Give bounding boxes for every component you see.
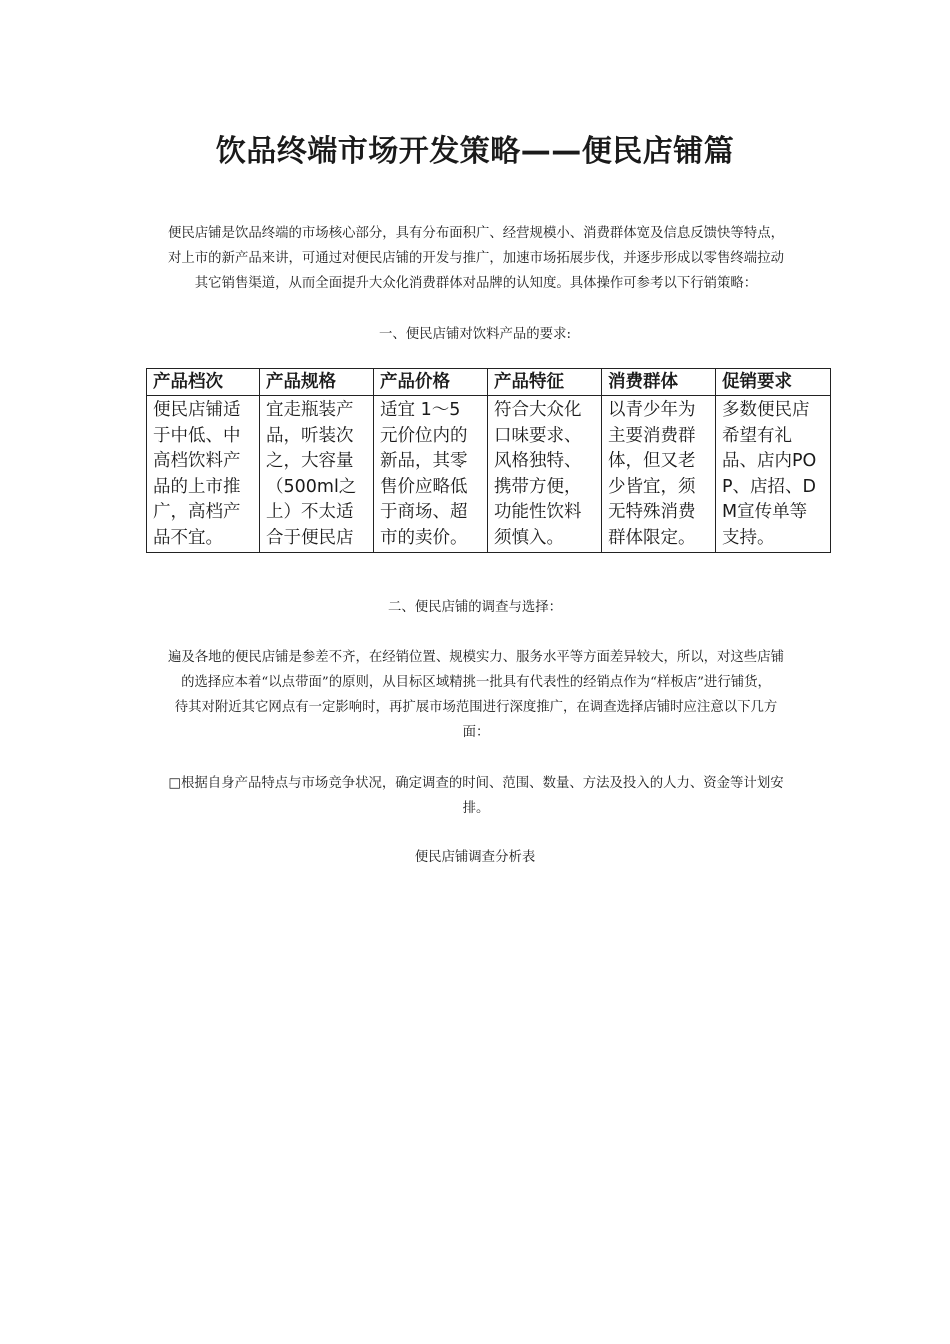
cell-product-price: 适宜 1～5 元价位内的新品，其零售价应略低于商场、超市的卖价。: [374, 396, 488, 553]
intro-line: 便民店铺是饮品终端的市场核心部分，具有分布面积广、经营规模小、消费群体宽及信息反馈快等特点，: [168, 226, 784, 241]
table-header-row: [147, 369, 831, 396]
section-two-paragraph: [146, 645, 806, 745]
section-two-line: 面：: [462, 725, 490, 740]
section-two-line: 待其对附近其它网点有一定影响时，再扩展市场范围进行深度推广，在调查选择店铺时应注意以下几方: [174, 700, 778, 715]
header-product-price: 产品价格: [374, 369, 488, 396]
section-one-heading: 一、便民店铺对饮料产品的要求:: [379, 327, 571, 342]
cell-product-features: 符合大众化口味要求、风格独特、携带方便，功能性饮料须慎入。: [488, 396, 602, 553]
cell-product-grade: 便民店铺适于中低、中高档饮料产品的上市推广，高档产品不宜。: [147, 396, 260, 553]
cell-consumer-group: 以青少年为主要消费群体，但又老少皆宜，须无特殊消费群体限定。: [602, 396, 716, 553]
bullet-line: 排。: [462, 801, 490, 816]
intro-paragraph: [146, 221, 806, 296]
cell-product-spec: 宜走瓶装产品，听装次之，大容量（500ml之上）不太适合于便民店: [260, 396, 374, 553]
cell-promotion: 多数便民店希望有礼品、店内POP、店招、DM宣传单等支持。: [716, 396, 831, 553]
intro-line: 其它销售渠道，从而全面提升大众化消费群体对品牌的认知度。具体操作可参考以下行销策略：: [194, 276, 758, 291]
header-product-grade: 产品档次: [147, 369, 260, 396]
section-two-line: 遍及各地的便民店铺是参差不齐，在经销位置、规模实力、服务水平等方面差异较大，所以，对这些店铺: [168, 650, 784, 665]
requirements-table: [146, 368, 831, 553]
header-product-features: 产品特征: [488, 369, 602, 396]
table-row: [147, 396, 831, 553]
header-product-spec: 产品规格: [260, 369, 374, 396]
page-title: 饮品终端市场开发策略——便民店铺篇: [215, 134, 735, 169]
bullet-paragraph: [146, 771, 806, 821]
bullet-line: □根据自身产品特点与市场竞争状况，确定调查的时间、范围、数量、方法及投入的人力、资金等计划安: [168, 776, 784, 791]
intro-line: 对上市的新产品来讲，可通过对便民店铺的开发与推广，加速市场拓展步伐，并逐步形成以零售终端拉动: [168, 251, 784, 266]
header-promotion: 促销要求: [716, 369, 831, 396]
table-caption: 便民店铺调查分析表: [414, 850, 536, 865]
section-two-line: 的选择应本着“以点带面”的原则，从目标区域精挑一批具有代表性的经销点作为“样板店”进行铺货，: [181, 675, 771, 690]
header-consumer-group: 消费群体: [602, 369, 716, 396]
requirements-table-image: [146, 368, 832, 554]
section-two-heading: 二、便民店铺的调查与选择：: [387, 600, 563, 615]
